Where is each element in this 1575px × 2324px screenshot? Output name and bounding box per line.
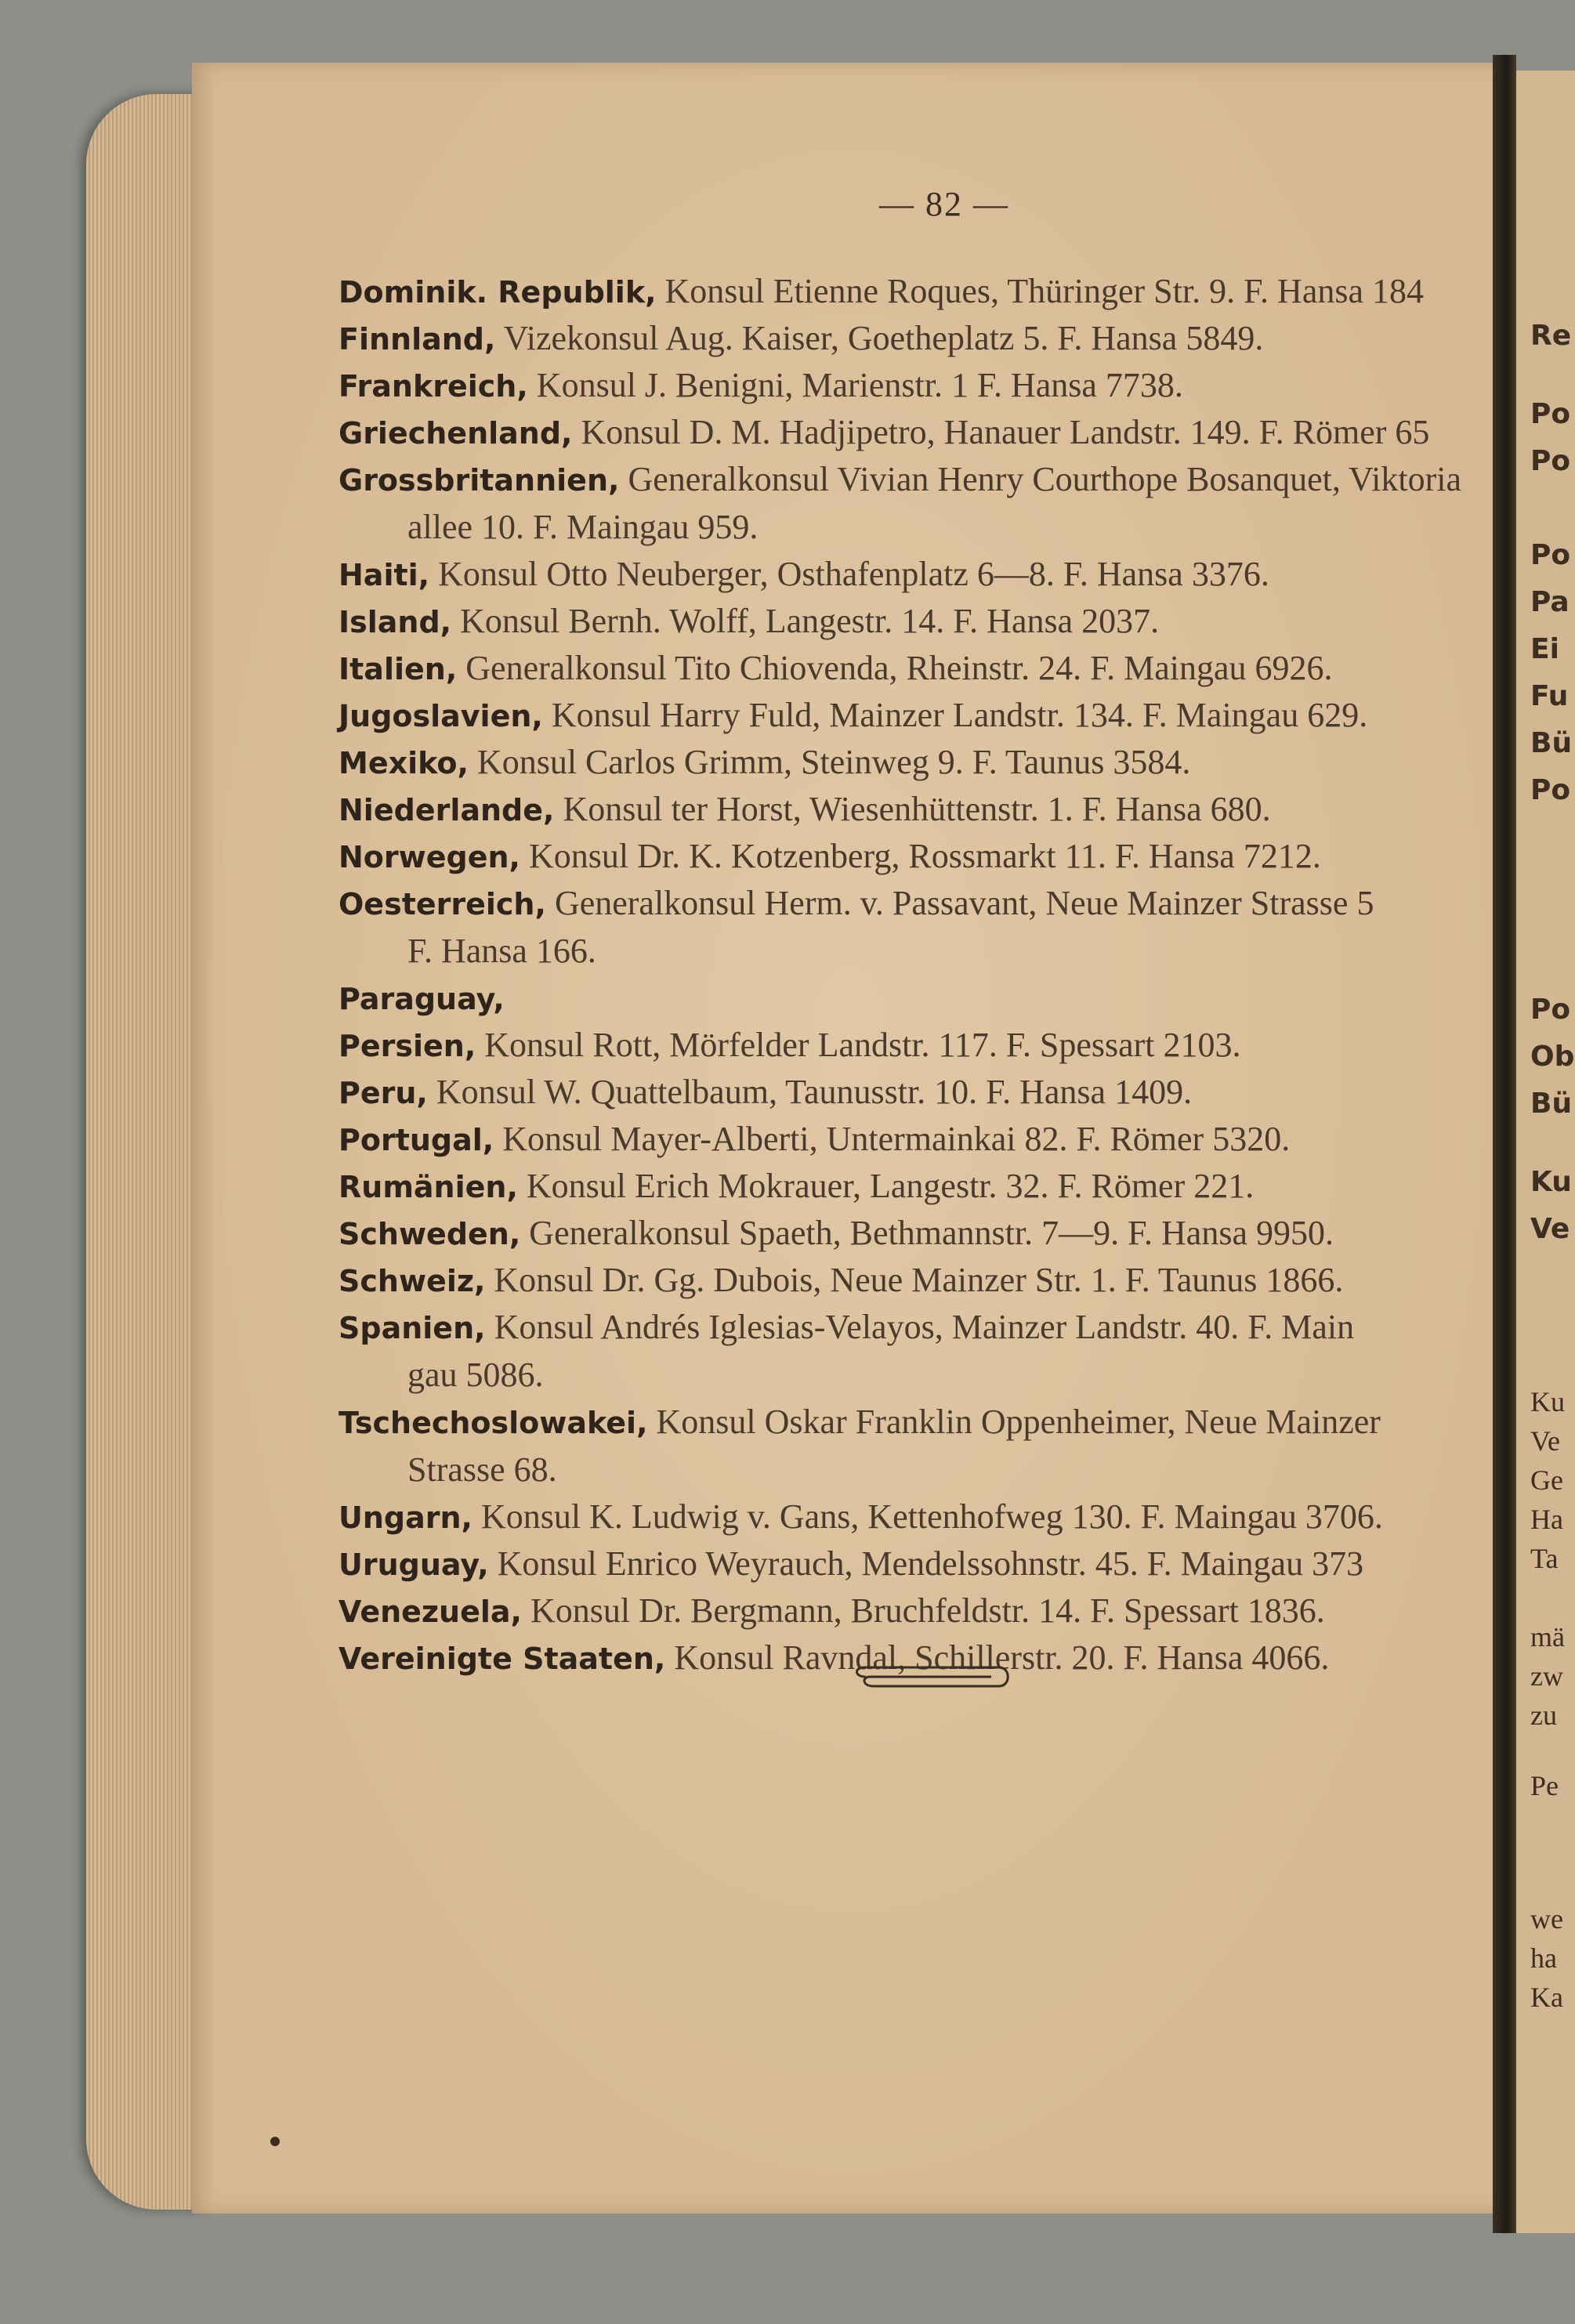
- list-entry: [339, 645, 1490, 692]
- list-entry: [339, 598, 1490, 645]
- entry-details: Konsul Rott, Mörfelder Landstr. 117. F. Spessart 2103.: [476, 1026, 1241, 1064]
- entry-details: Generalkonsul Tito Chiovenda, Rheinstr. 24. F. Maingau 6926.: [457, 649, 1333, 687]
- list-entry: [339, 1022, 1490, 1069]
- country-name: Dominik. Republik,: [339, 275, 657, 310]
- page-number: — 82 —: [879, 185, 1009, 223]
- list-entry: [339, 315, 1490, 362]
- next-page-fragment: Ve: [1530, 1213, 1570, 1245]
- entry-details: Konsul ter Horst, Wiesenhüttenstr. 1. F. Hansa 680.: [554, 790, 1271, 828]
- next-page-fragment: Ve: [1530, 1425, 1560, 1457]
- entry-details: Generalkonsul Spaeth, Bethmannstr. 7—9. F. Hansa 9950.: [520, 1214, 1334, 1252]
- entry-details: Konsul Carlos Grimm, Steinweg 9. F. Taunus 3584.: [468, 743, 1191, 781]
- list-entry: [339, 1257, 1490, 1304]
- next-page-fragment: zu: [1530, 1700, 1557, 1731]
- country-name: Vereinigte Staaten,: [339, 1642, 666, 1676]
- next-page-fragment: Fu: [1530, 680, 1569, 712]
- country-name: Tschechoslowakei,: [339, 1406, 648, 1440]
- list-entry: [339, 1587, 1490, 1634]
- list-entry: [339, 739, 1490, 786]
- next-page-fragment: ha: [1530, 1942, 1557, 1974]
- entry-continuation: gau 5086.: [407, 1356, 544, 1394]
- next-page-fragment: Ha: [1530, 1504, 1563, 1535]
- entry-details: Generalkonsul Vivian Henry Courthope Bosanquet, Viktoria: [619, 460, 1462, 498]
- list-entry: [339, 551, 1490, 598]
- country-name: Portugal,: [339, 1123, 494, 1157]
- country-name: Frankreich,: [339, 369, 528, 404]
- country-name: Uruguay,: [339, 1548, 489, 1582]
- next-page-fragment: Pa: [1530, 586, 1570, 618]
- list-entry: [339, 1116, 1490, 1163]
- country-name: Venezuela,: [339, 1595, 522, 1629]
- list-entry: [339, 1399, 1490, 1493]
- country-name: Island,: [339, 605, 452, 639]
- ornamental-divider-icon: [850, 1661, 1015, 1692]
- entry-continuation: F. Hansa 166.: [407, 932, 596, 970]
- country-name: Oesterreich,: [339, 887, 546, 921]
- consulate-list: [339, 268, 1490, 1681]
- entry-details: Generalkonsul Herm. v. Passavant, Neue Mainzer Strasse 5: [545, 884, 1374, 922]
- country-name: Ungarn,: [339, 1500, 472, 1535]
- entry-details: Konsul Dr. Bergmann, Bruchfeldstr. 14. F. Spessart 1836.: [521, 1591, 1325, 1630]
- list-entry: [339, 975, 1490, 1022]
- country-name: Schweden,: [339, 1217, 521, 1251]
- country-name: Haiti,: [339, 558, 430, 592]
- next-page-fragment: Po: [1530, 774, 1571, 806]
- entry-continuation: allee 10. F. Maingau 959.: [407, 508, 759, 546]
- country-name: Griechenland,: [339, 416, 573, 451]
- list-entry: [339, 1069, 1490, 1116]
- entry-details: Vizekonsul Aug. Kaiser, Goetheplatz 5. F. Hansa 5849.: [495, 319, 1264, 357]
- country-name: Niederlande,: [339, 793, 555, 827]
- list-entry: [339, 786, 1490, 833]
- country-name: Italien,: [339, 652, 458, 686]
- next-page-fragment: mä: [1530, 1621, 1565, 1653]
- country-name: Paraguay,: [339, 982, 505, 1016]
- entry-details: Konsul W. Quattelbaum, Taunusstr. 10. F. Hansa 1409.: [427, 1073, 1193, 1111]
- country-name: Mexiko,: [339, 746, 469, 780]
- list-entry: [339, 1163, 1490, 1210]
- list-entry: [339, 1540, 1490, 1587]
- entry-details: Konsul Mayer-Alberti, Untermainkai 82. F. Römer 5320.: [494, 1120, 1291, 1158]
- next-page-fragment: Bü: [1530, 1088, 1573, 1120]
- entry-details: Konsul Andrés Iglesias-Velayos, Mainzer Landstr. 40. F. Main: [485, 1308, 1355, 1346]
- entry-details: Konsul J. Benigni, Marienstr. 1 F. Hansa 7738.: [527, 366, 1183, 404]
- entry-details: Konsul Otto Neuberger, Osthafenplatz 6—8. F. Hansa 3376.: [429, 555, 1269, 593]
- entry-details: Konsul Oskar Franklin Oppenheimer, Neue Mainzer: [647, 1403, 1381, 1441]
- list-entry: [339, 268, 1490, 315]
- entry-details: Konsul K. Ludwig v. Gans, Kettenhofweg 130. F. Maingau 3706.: [472, 1497, 1383, 1536]
- next-page-fragment: Ta: [1530, 1543, 1559, 1574]
- entry-details: Konsul D. M. Hadjipetro, Hanauer Landstr. 149. F. Römer 65: [572, 413, 1430, 451]
- page-mark: [270, 2137, 280, 2146]
- entry-details: Konsul Dr. K. Kotzenberg, Rossmarkt 11. F. Hansa 7212.: [520, 837, 1321, 875]
- entry-details: Konsul Enrico Weyrauch, Mendelssohnstr. 45. F. Maingau 373: [488, 1544, 1364, 1583]
- next-page-strip: [1516, 71, 1575, 2233]
- entry-continuation: Strasse 68.: [407, 1450, 557, 1489]
- list-entry: [339, 833, 1490, 880]
- country-name: Peru,: [339, 1076, 428, 1110]
- next-page-fragment: Po: [1530, 539, 1571, 571]
- next-page-fragment: Bü: [1530, 727, 1573, 759]
- country-name: Jugoslavien,: [339, 699, 543, 733]
- book-gutter: [1493, 55, 1516, 2233]
- entry-details: Konsul Ravndal, Schillerstr. 20. F. Hansa 4066.: [665, 1638, 1330, 1677]
- next-page-fragment: Re: [1530, 320, 1572, 352]
- entry-details: Konsul Dr. Gg. Dubois, Neue Mainzer Str. 1. F. Taunus 1866.: [485, 1261, 1344, 1299]
- next-page-fragment: Ei: [1530, 633, 1559, 665]
- list-entry: [339, 880, 1490, 975]
- next-page-fragment: Ge: [1530, 1464, 1563, 1496]
- country-name: Norwegen,: [339, 840, 520, 874]
- next-page-fragment: Po: [1530, 994, 1571, 1026]
- list-entry: [339, 456, 1490, 551]
- entry-details: Konsul Bernh. Wolff, Langestr. 14. F. Hansa 2037.: [451, 602, 1160, 640]
- list-entry: [339, 1210, 1490, 1257]
- entry-details: Konsul Harry Fuld, Mainzer Landstr. 134. F. Maingau 629.: [542, 696, 1368, 734]
- country-name: Grossbritannien,: [339, 463, 620, 498]
- country-name: Spanien,: [339, 1311, 486, 1345]
- country-name: Persien,: [339, 1029, 476, 1063]
- next-page-fragment: zw: [1530, 1660, 1563, 1692]
- list-entry: [339, 692, 1490, 739]
- next-page-fragment: Po: [1530, 445, 1571, 477]
- next-page-fragment: Ka: [1530, 1982, 1563, 2013]
- list-entry: [339, 1493, 1490, 1540]
- list-entry: [339, 409, 1490, 456]
- entry-details: Konsul Etienne Roques, Thüringer Str. 9. F. Hansa 184: [656, 272, 1425, 310]
- next-page-fragment: Po: [1530, 398, 1571, 430]
- next-page-fragment: Ku: [1530, 1386, 1565, 1417]
- next-page-fragment: Ob: [1530, 1041, 1575, 1073]
- country-name: Rumänien,: [339, 1170, 518, 1204]
- next-page-fragment: we: [1530, 1903, 1563, 1935]
- list-entry: [339, 362, 1490, 409]
- entry-details: Konsul Erich Mokrauer, Langestr. 32. F. Römer 221.: [517, 1167, 1255, 1205]
- country-name: Finnland,: [339, 322, 496, 357]
- next-page-fragment: Pe: [1530, 1770, 1559, 1801]
- country-name: Schweiz,: [339, 1264, 486, 1298]
- list-entry: [339, 1304, 1490, 1399]
- next-page-fragment: Ku: [1530, 1166, 1572, 1198]
